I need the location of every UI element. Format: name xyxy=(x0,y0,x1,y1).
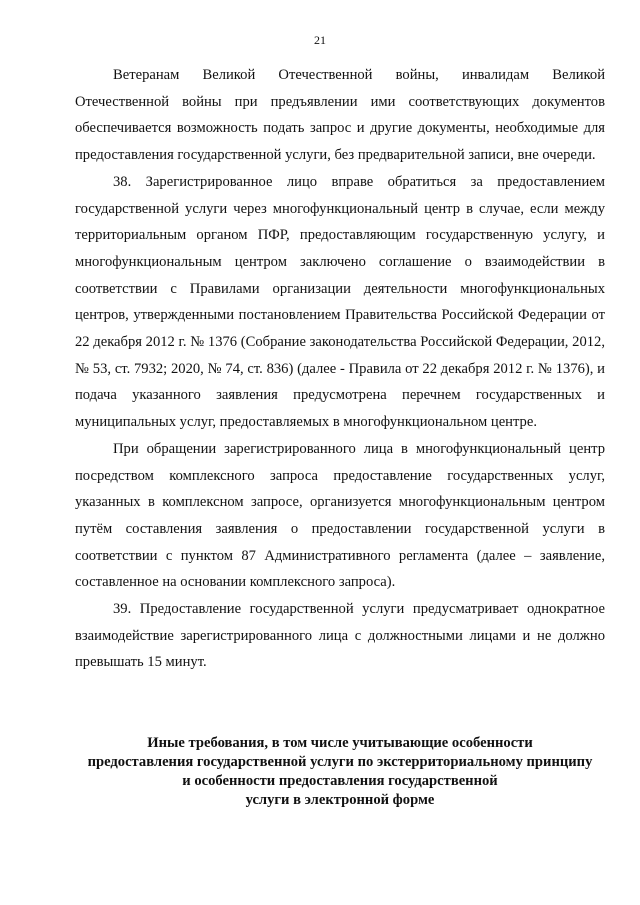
section-heading xyxy=(60,734,620,810)
paragraph-38: 38. Зарегистрированное лицо вправе обратиться за предоставлением государственной услуги через многофункциональный центр в случае, если между территориальным органом ПФР, предоставляющим государственную услугу, и многофункциональным центром заключено соглашение о взаимодействии в соответствии с Правилами организации деятельности многофункциональных центров, утвержденными постановлением Правительства Российской Федерации от 22 декабря 2012 г. № 1376 (Собрание законодательства Российской Федерации, 2012, № 53, ст. 7932; 2020, № 74, ст. 836) (далее - Правила от 22 декабря 2012 г. № 1376), и подача указанного заявления предусмотрена перечнем государственных и муниципальных услуг, предоставляемых в многофункциональном центре. xyxy=(75,173,605,431)
page-number: 21 xyxy=(314,33,326,47)
heading-line: и особенности предоставления государственной xyxy=(182,773,498,789)
heading-line: Иные требования, в том числе учитывающие особенности xyxy=(147,735,533,751)
paragraph-veterans: Ветеранам Великой Отечественной войны, инвалидам Великой Отечественной войны при предъявлении ими соответствующих документов обеспечивается возможность подать запрос и другие документы, необходимые для предоставления государственной услуги, без предварительной записи, вне очереди. xyxy=(75,67,605,164)
paragraph-39: 39. Предоставление государственной услуги предусматривает однократное взаимодействие зарегистрированного лица с должностными лицами и не должно превышать 15 минут. xyxy=(75,601,605,671)
heading-line: предоставления государственной услуги по экстерриториальному принципу xyxy=(87,754,593,770)
heading-line: услуги в электронной форме xyxy=(245,792,435,808)
document-body xyxy=(75,62,605,676)
paragraph-complex-request: При обращении зарегистрированного лица в многофункциональный центр посредством комплексного запроса предоставление государственных услуг, указанных в комплексном запросе, организуется многофункциональным центром путём составления заявления о предоставлении государственной услуги в соответствии с пунктом 87 Административного регламента (далее – заявление, составленное на основании комплексного запроса). xyxy=(75,440,605,591)
